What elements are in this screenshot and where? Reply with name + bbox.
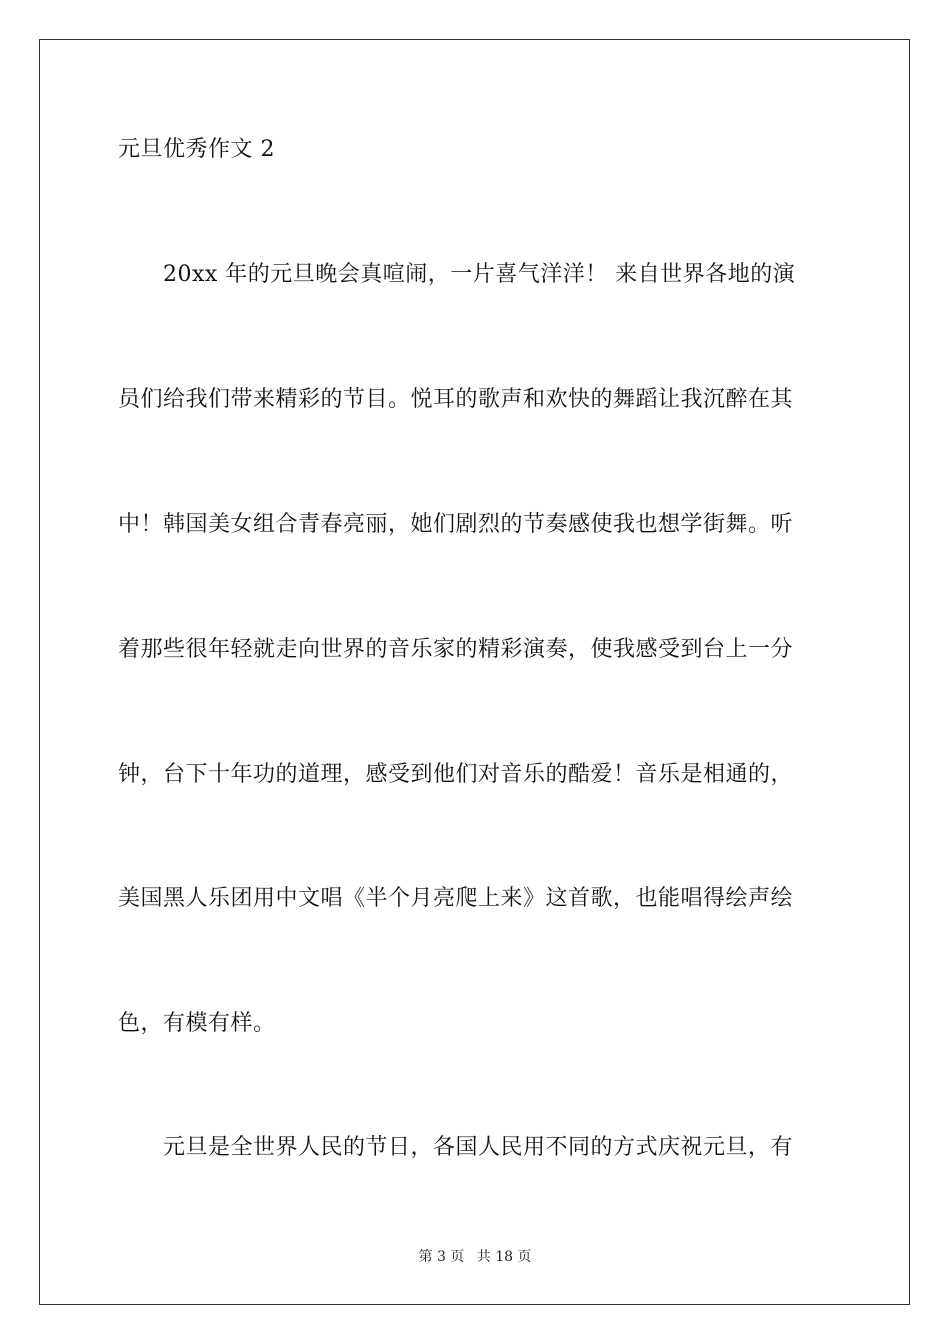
- page-number: 第 3 页: [418, 1249, 465, 1265]
- paragraph-line: 员们给我们带来精彩的节目。悦耳的歌声和欢快的舞蹈让我沉醉在其: [118, 387, 794, 412]
- page-border: [39, 39, 910, 1305]
- paragraph-line: 钟，台下十年功的道理，感受到他们对音乐的酷爱！音乐是相通的，: [118, 762, 794, 787]
- page-footer: [0, 1249, 950, 1265]
- paragraph-line: 中！韩国美女组合青春亮丽，她们剧烈的节奏感使我也想学街舞。听: [118, 512, 794, 537]
- paragraph-line: 元旦是全世界人民的节日，各国人民用不同的方式庆祝元旦，有: [163, 1135, 794, 1160]
- document-heading: 元旦优秀作文 2: [118, 137, 275, 162]
- paragraph-line: 色，有模有样。: [118, 1011, 276, 1036]
- paragraph-line: 20xx 年的元旦晚会真喧闹，一片喜气洋洋！ 来自世界各地的演: [163, 262, 796, 287]
- page-total: 共 18 页: [476, 1249, 532, 1265]
- paragraph-line: 美国黑人乐团用中文唱《半个月亮爬上来》这首歌，也能唱得绘声绘: [118, 886, 794, 911]
- paragraph-line: 着那些很年轻就走向世界的音乐家的精彩演奏，使我感受到台上一分: [118, 637, 794, 662]
